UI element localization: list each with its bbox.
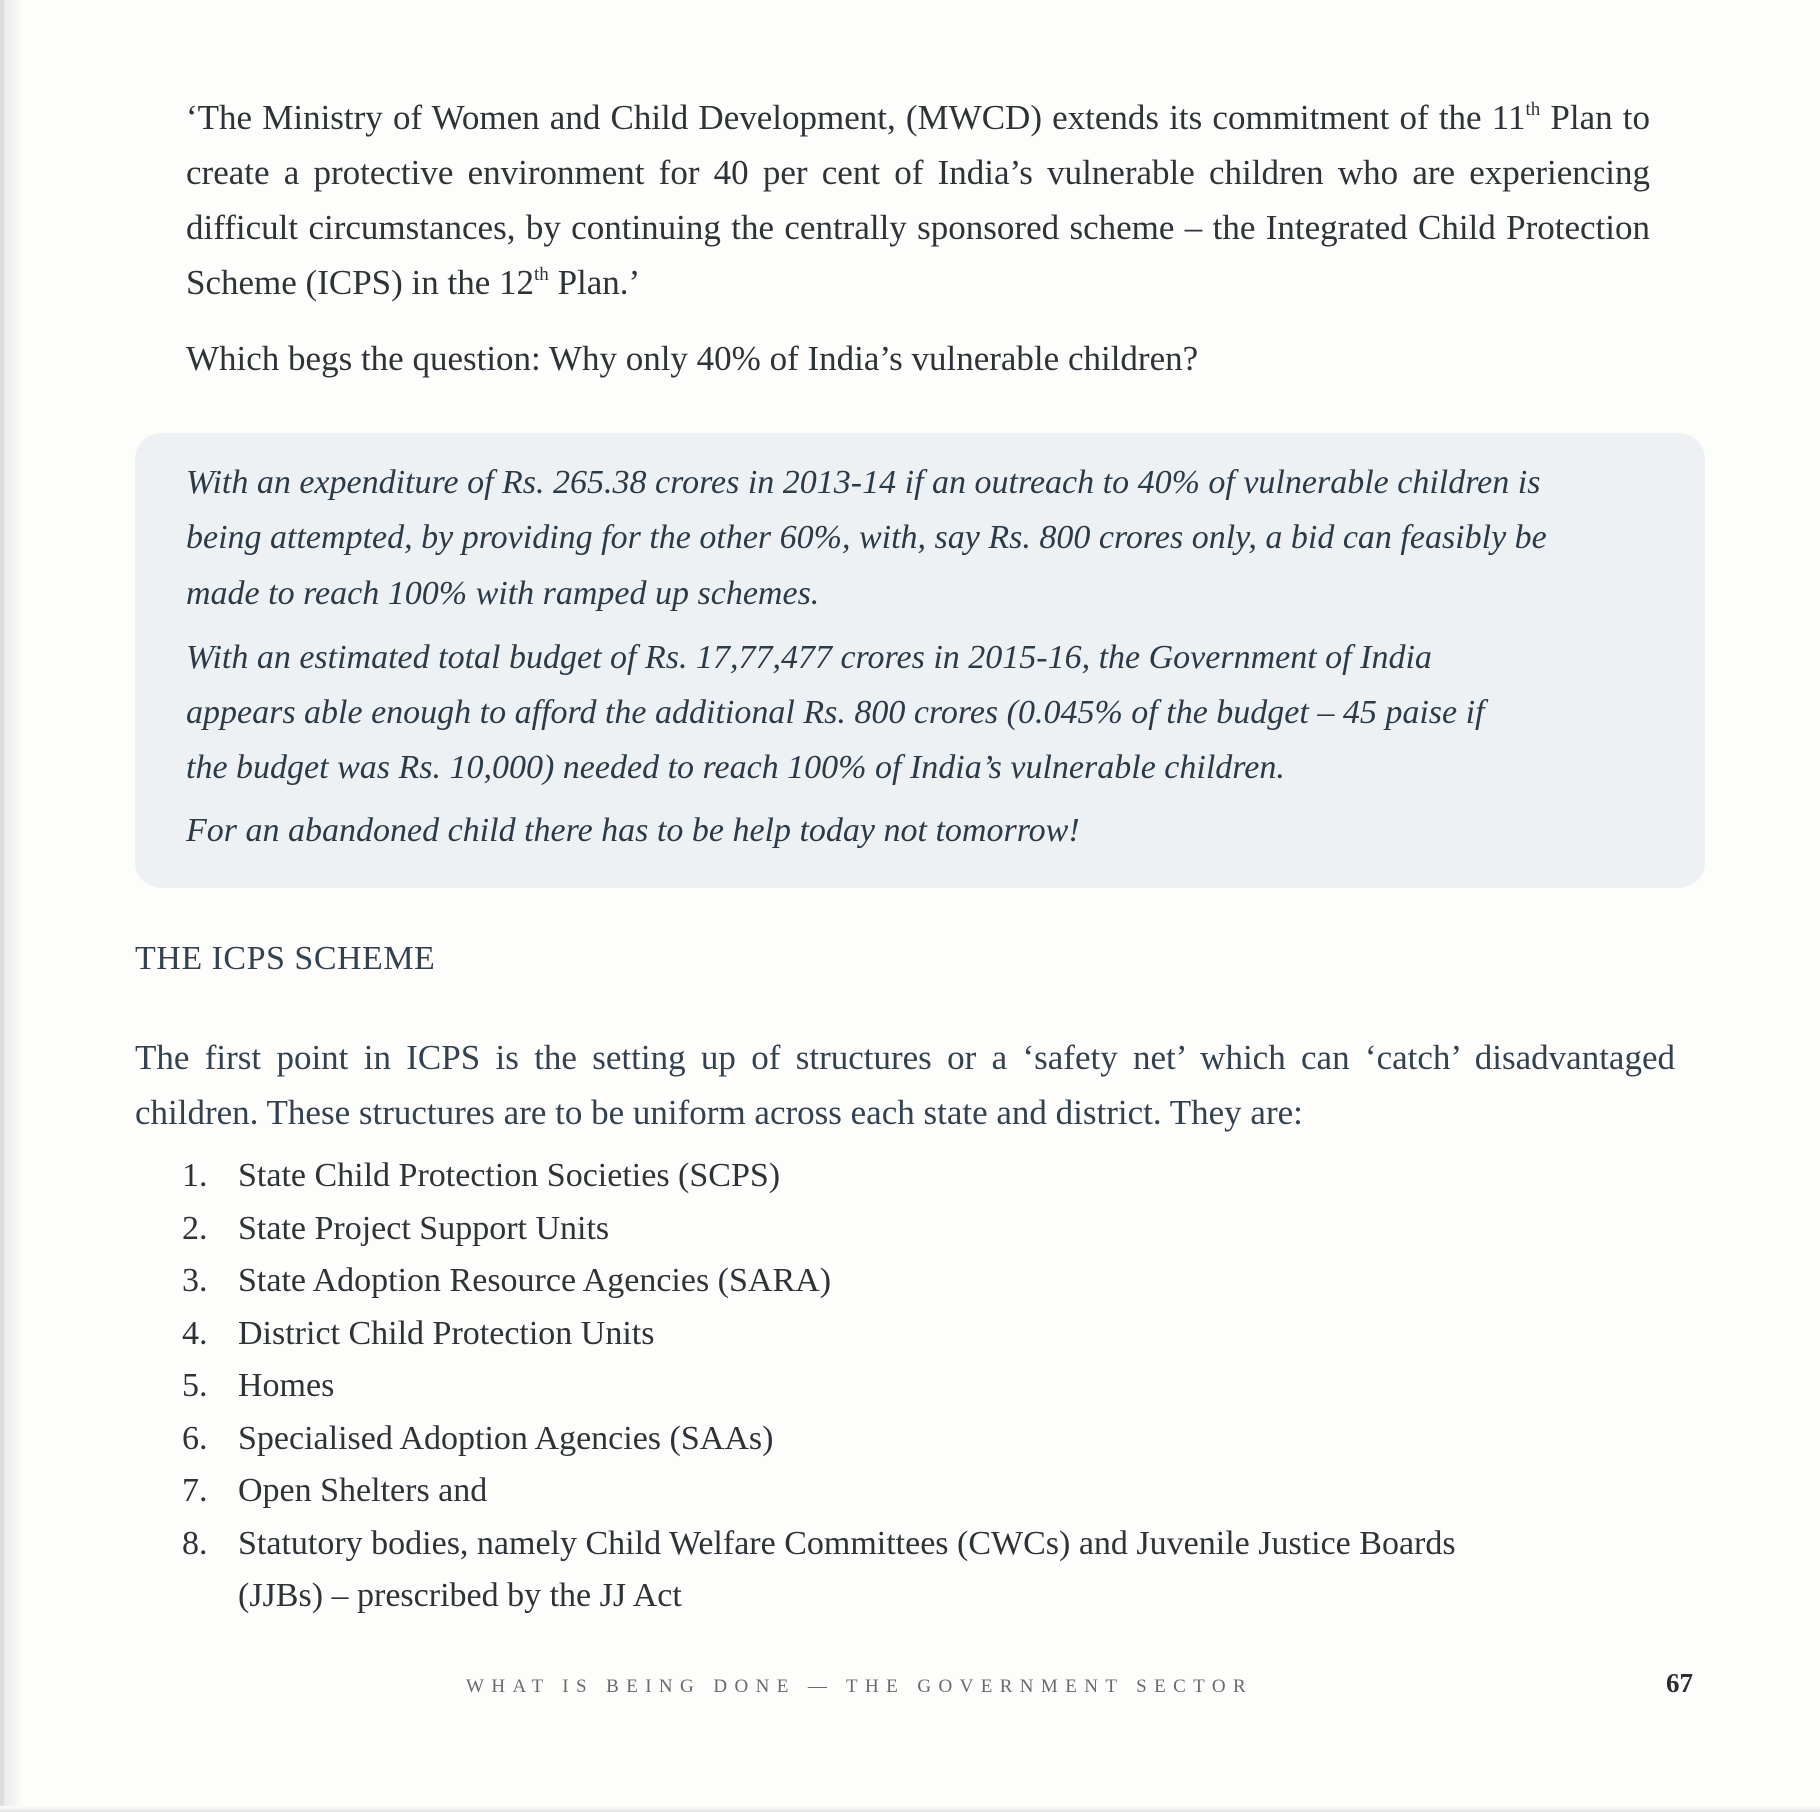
list-number: 8. bbox=[182, 1524, 208, 1562]
callout-line: being attempted, by providing for the other 60%, with, say Rs. 800 crores only, a bid can feasibly be bbox=[186, 519, 1547, 556]
list-text: Open Shelters and bbox=[238, 1472, 488, 1509]
list-item bbox=[150, 1150, 1698, 1203]
page-bottom-edge bbox=[0, 1806, 1820, 1812]
list-text: State Adoption Resource Agencies (SARA) bbox=[238, 1262, 832, 1299]
page-edge bbox=[0, 0, 4, 1812]
callout-line: For an abandoned child there has to be help today not tomorrow! bbox=[186, 812, 1080, 849]
list-number: 5. bbox=[182, 1367, 208, 1404]
quote-text-3: Plan.’ bbox=[548, 263, 641, 302]
running-footer: WHAT IS BEING DONE — THE GOVERNMENT SECTOR bbox=[466, 1676, 1254, 1697]
list-number: 6. bbox=[182, 1419, 208, 1457]
callout-line: made to reach 100% with ramped up schemes. bbox=[186, 575, 820, 612]
page-number: 67 bbox=[1666, 1668, 1693, 1698]
callout-line: the budget was Rs. 10,000) needed to reach 100% of India’s vulnerable children. bbox=[186, 749, 1285, 786]
quote-text-1: ‘The Ministry of Women and Child Development, (MWCD) extends its commitment of the 11 bbox=[186, 98, 1526, 137]
list-text: State Project Support Units bbox=[238, 1209, 610, 1247]
question-paragraph: Which begs the question: Why only 40% of India’s vulnerable children? bbox=[186, 339, 1199, 378]
quote-ordinal-suffix-1: th bbox=[1525, 99, 1541, 120]
list-item bbox=[150, 1308, 1698, 1361]
list-item bbox=[150, 1518, 1698, 1623]
list-text: Homes bbox=[238, 1367, 335, 1404]
list-text: District Child Protection Units bbox=[238, 1314, 655, 1352]
structures-list bbox=[150, 1150, 1698, 1623]
list-item bbox=[150, 1413, 1698, 1466]
callout-line: appears able enough to afford the additional Rs. 800 crores (0.045% of the budget – 45 paise if bbox=[186, 694, 1485, 731]
section-heading: THE ICPS SCHEME bbox=[135, 940, 436, 977]
callout-line: With an estimated total budget of Rs. 17,77,477 crores in 2015-16, the Government of India bbox=[186, 639, 1432, 676]
list-item bbox=[150, 1255, 1698, 1308]
list-text: Statutory bodies, namely Child Welfare Committees (CWCs) and Juvenile Justice Boards (JJBs) – prescribed by the JJ Act bbox=[238, 1524, 1456, 1614]
list-item bbox=[150, 1465, 1698, 1518]
intro-paragraph: The first point in ICPS is the setting up of structures or a ‘safety net’ which can ‘catch’ disadvantaged children. These structures are to be uniform across each state and district. They are: bbox=[135, 1038, 1675, 1132]
list-text: State Child Protection Societies (SCPS) bbox=[238, 1157, 781, 1194]
list-text: Specialised Adoption Agencies (SAAs) bbox=[238, 1419, 774, 1457]
list-number: 1. bbox=[182, 1157, 208, 1194]
list-item bbox=[150, 1360, 1698, 1413]
ministry-quote bbox=[186, 90, 1650, 310]
list-item bbox=[150, 1203, 1698, 1256]
list-number: 4. bbox=[182, 1314, 208, 1352]
list-number: 2. bbox=[182, 1209, 208, 1247]
callout-line: With an expenditure of Rs. 265.38 crores in 2013-14 if an outreach to 40% of vulnerable children is bbox=[186, 464, 1541, 501]
list-number: 7. bbox=[182, 1472, 208, 1509]
list-number: 3. bbox=[182, 1262, 208, 1299]
quote-ordinal-suffix-2: th bbox=[534, 264, 549, 285]
quote-text-2: Plan to create a protective environment for 40 per cent of India’s vulnerable children who are experiencing difficult circumstances, by continuing the centrally sponsored scheme – the Integrated Child Protection Scheme (ICPS) in the 12 bbox=[186, 98, 1650, 302]
